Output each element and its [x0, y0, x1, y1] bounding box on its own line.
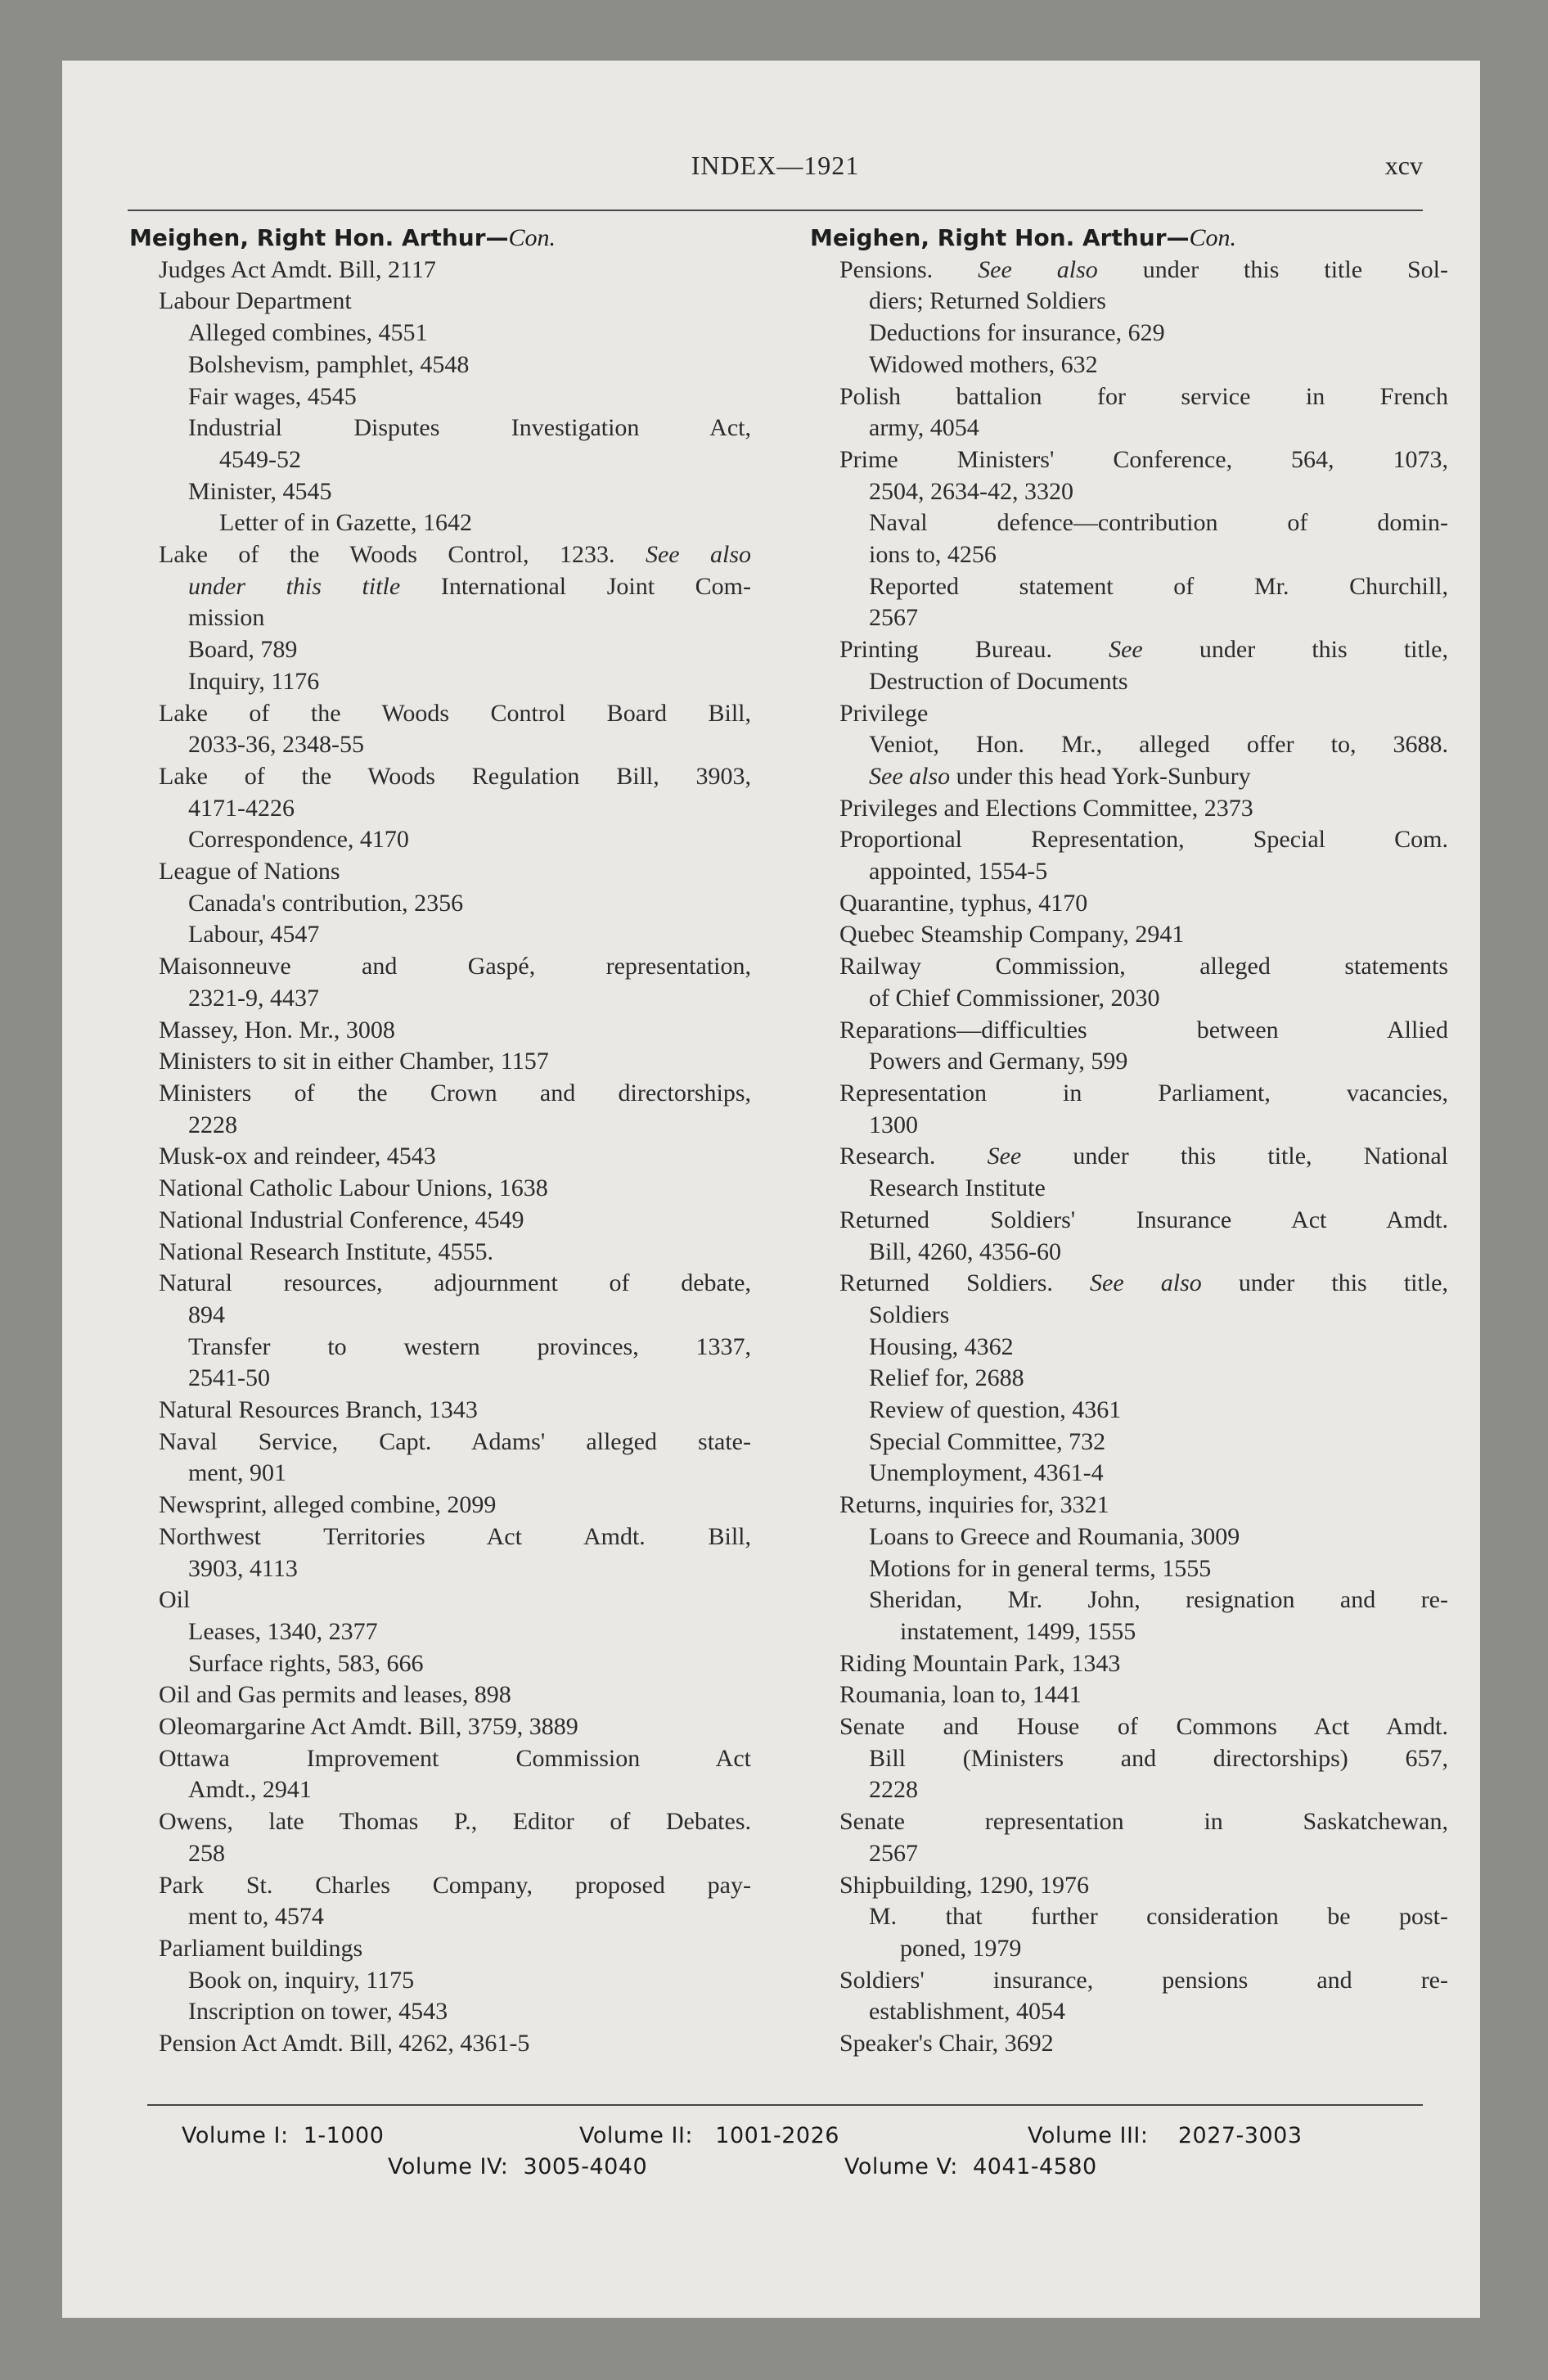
- index-entry-line: [810, 286, 1448, 318]
- entry-text: Ministers of the Crown and directorships,: [159, 1079, 751, 1107]
- entry-text: 2321-9, 4437: [188, 984, 319, 1012]
- entry-text: mission: [188, 604, 265, 632]
- entry-text: Powers and Germany, 599: [869, 1048, 1128, 1075]
- index-entry-line: [810, 1458, 1448, 1490]
- entry-text: Canada's contribution, 2356: [188, 889, 464, 917]
- volume-4-ref: [388, 2154, 647, 2179]
- entry-text: Proportional Representation, Special Com.: [839, 826, 1448, 854]
- index-entry-line: [810, 761, 1448, 793]
- entry-text: Printing Bureau.: [839, 636, 1109, 664]
- entry-text: Privilege: [839, 699, 929, 727]
- entry-text: Newsprint, alleged combine, 2099: [159, 1491, 497, 1519]
- index-entry-line: [810, 856, 1448, 888]
- entry-cross-reference: See also: [645, 541, 752, 569]
- entry-cross-reference: Con.: [1189, 224, 1237, 251]
- index-entry-line: [810, 729, 1448, 761]
- index-entry-line: [810, 1933, 1448, 1965]
- entry-text: Naval Service, Capt. Adams' alleged state-: [159, 1427, 751, 1455]
- index-entry-line: [129, 1046, 751, 1078]
- entry-text: Massey, Hon. Mr., 3008: [159, 1016, 395, 1044]
- entry-text: Ministers to sit in either Chamber, 1157: [159, 1048, 549, 1075]
- entry-text: Parliament buildings: [159, 1934, 363, 1962]
- index-entry-line: [810, 2028, 1448, 2060]
- index-entry-line: [129, 1901, 751, 1933]
- header-rule: [128, 210, 1423, 211]
- entry-text: Returned Soldiers.: [839, 1269, 1091, 1297]
- entry-text: Pensions.: [839, 255, 979, 283]
- entry-text: 1300: [869, 1111, 918, 1138]
- entry-text: Quebec Steamship Company, 2941: [839, 921, 1185, 949]
- index-entry-line: [129, 1395, 751, 1427]
- entry-text: Representation in Parliament, vacancies,: [839, 1079, 1448, 1107]
- entry-text-continued: under this title Sol-: [1097, 255, 1449, 283]
- page-header: [128, 151, 1423, 183]
- entry-text: Judges Act Amdt. Bill, 2117: [159, 255, 436, 283]
- index-entry-line: [810, 507, 1448, 539]
- entry-text: Relief for, 2688: [869, 1364, 1024, 1392]
- index-entry-line: [129, 571, 751, 603]
- index-entry-line: [129, 1078, 751, 1110]
- index-entry-line: [810, 1332, 1448, 1364]
- index-entry-line: [129, 1743, 751, 1775]
- index-entry-line: [129, 1933, 751, 1965]
- index-entry-line: [810, 1870, 1448, 1902]
- index-entry-line: [129, 1141, 751, 1173]
- index-entry-line: [810, 698, 1448, 730]
- entry-text: Review of question, 4361: [869, 1396, 1122, 1424]
- volume-1-ref: [182, 2123, 384, 2148]
- index-entry-line: [810, 1838, 1448, 1870]
- index-entry-line: [129, 793, 751, 825]
- entry-text: National Research Institute, 4555.: [159, 1237, 494, 1265]
- entry-text: Senate representation in Saskatchewan,: [839, 1808, 1448, 1836]
- index-entry-line: [810, 349, 1448, 381]
- column-heading: [810, 223, 1448, 255]
- entry-text: Housing, 4362: [869, 1332, 1014, 1360]
- entry-text: Privileges and Elections Committee, 2373: [839, 794, 1253, 822]
- index-entry-line: [810, 1553, 1448, 1585]
- volume-4-range: 3005-4040: [523, 2154, 648, 2179]
- index-entry-line: [129, 888, 751, 920]
- index-entry-line: [810, 1237, 1448, 1269]
- index-entry-line: [810, 1648, 1448, 1680]
- entry-text: Soldiers: [869, 1300, 950, 1328]
- index-entry-line: [129, 634, 751, 666]
- index-entry-line: [129, 286, 751, 318]
- index-entry-line: [810, 444, 1448, 476]
- entry-text: instatement, 1499, 1555: [900, 1617, 1136, 1645]
- index-entry-line: [129, 1838, 751, 1870]
- index-entry-line: [810, 1300, 1448, 1332]
- entry-text: Destruction of Documents: [869, 667, 1128, 695]
- entry-text: League of Nations: [159, 858, 340, 886]
- entry-text-continued: under this title,: [1142, 636, 1448, 664]
- index-entry-line: [129, 444, 751, 476]
- volume-3-label: Volume III:: [1028, 2123, 1149, 2148]
- entry-text: Minister, 4545: [188, 477, 332, 505]
- entry-text: Bill (Ministers and directorships) 657,: [869, 1744, 1448, 1772]
- index-entry-line: [129, 1553, 751, 1585]
- entry-text: appointed, 1554-5: [869, 858, 1048, 886]
- index-entry-line: [129, 761, 751, 793]
- entry-text: Returned Soldiers' Insurance Act Amdt.: [839, 1206, 1448, 1233]
- entry-text: Reparations—difficulties between Allied: [839, 1016, 1448, 1044]
- index-entry-line: [129, 919, 751, 951]
- index-entry-line: [810, 381, 1448, 413]
- entry-text: National Industrial Conference, 4549: [159, 1206, 524, 1233]
- index-entry-line: [810, 1205, 1448, 1237]
- entry-text: Lake of the Woods Regulation Bill, 3903,: [159, 762, 751, 790]
- entry-text: Shipbuilding, 1290, 1976: [839, 1871, 1090, 1899]
- entry-text: Bill, 4260, 4356-60: [869, 1237, 1062, 1265]
- entry-text: 258: [188, 1839, 225, 1867]
- index-entry-line: [810, 793, 1448, 825]
- index-entry-line: [129, 1870, 751, 1902]
- entry-text: 2567: [869, 604, 918, 632]
- entry-text: Book on, inquiry, 1175: [188, 1966, 415, 1994]
- entry-text: Natural Resources Branch, 1343: [159, 1396, 478, 1424]
- index-entry-line: [129, 1648, 751, 1680]
- entry-text: 2228: [869, 1776, 918, 1804]
- volume-2-ref: [579, 2123, 839, 2148]
- index-entry-line: [810, 1173, 1448, 1205]
- entry-cross-reference: See also: [1090, 1269, 1202, 1297]
- entry-text: Meighen, Right Hon. Arthur—: [129, 224, 509, 251]
- index-entry-line: [129, 255, 751, 286]
- index-entry-line: [129, 1996, 751, 2028]
- entry-text: Lake of the Woods Control, 1233.: [159, 541, 646, 569]
- volume-3-range: 2027-3003: [1177, 2123, 1303, 2148]
- index-entry-line: [129, 381, 751, 413]
- entry-text: ment, 901: [188, 1459, 286, 1487]
- entry-cross-reference: under this title: [188, 572, 401, 600]
- index-entry-line: [129, 729, 751, 761]
- volume-5-ref: [844, 2154, 1097, 2179]
- index-entry-line: [129, 1616, 751, 1648]
- index-entry-line: [129, 856, 751, 888]
- index-entry-line: [810, 1490, 1448, 1521]
- index-entry-line: [129, 318, 751, 349]
- entry-text: Board, 789: [188, 636, 298, 664]
- entry-text-continued: under this title, National: [1021, 1143, 1449, 1170]
- entry-text: 2567: [869, 1839, 918, 1867]
- index-entry-line: [810, 571, 1448, 603]
- entry-text: 2033-36, 2348-55: [188, 731, 364, 759]
- index-entry-line: [810, 1679, 1448, 1711]
- entry-text: 4549-52: [219, 445, 301, 473]
- index-entry-line: [129, 1806, 751, 1838]
- entry-text: Loans to Greece and Roumania, 3009: [869, 1522, 1240, 1550]
- entry-text: International Joint Com-: [400, 572, 751, 600]
- index-entry-line: [810, 476, 1448, 508]
- entry-text: Prime Ministers' Conference, 564, 1073,: [839, 445, 1448, 473]
- index-entry-line: [129, 2028, 751, 2060]
- volume-4-label: Volume IV:: [388, 2154, 509, 2179]
- entry-text: Amdt., 2941: [188, 1776, 312, 1804]
- index-entry-line: [810, 255, 1448, 286]
- entry-text: 4171-4226: [188, 794, 295, 822]
- entry-text: Motions for in general terms, 1555: [869, 1554, 1212, 1582]
- index-entry-line: [129, 1110, 751, 1142]
- entry-text: Oil: [159, 1586, 191, 1614]
- entry-cross-reference: See: [1109, 636, 1143, 664]
- entry-text: Inscription on tower, 4543: [188, 1998, 448, 2026]
- entry-text: under this head York-Sunbury: [950, 762, 1251, 790]
- entry-text: Riding Mountain Park, 1343: [839, 1649, 1121, 1677]
- entry-text: ions to, 4256: [869, 541, 997, 569]
- index-entry-line: [810, 1015, 1448, 1047]
- entry-text: Letter of in Gazette, 1642: [219, 509, 473, 537]
- entry-text: Research.: [839, 1143, 988, 1170]
- index-entry-line: [810, 634, 1448, 666]
- entry-text: 2541-50: [188, 1364, 270, 1392]
- index-entry-line: [810, 951, 1448, 983]
- entry-text: diers; Returned Soldiers: [869, 287, 1106, 315]
- index-entry-line: [129, 1237, 751, 1269]
- entry-text: Railway Commission, alleged statements: [839, 953, 1448, 980]
- entry-text: of Chief Commissioner, 2030: [869, 984, 1160, 1012]
- index-entry-line: [810, 888, 1448, 920]
- entry-text: Oleomargarine Act Amdt. Bill, 3759, 3889: [159, 1713, 578, 1741]
- entry-text: Research Institute: [869, 1174, 1046, 1202]
- index-entry-line: [129, 1363, 751, 1395]
- index-entry-line: [810, 1743, 1448, 1775]
- entry-text: army, 4054: [869, 414, 979, 442]
- volume-5-range: 4041-4580: [973, 2154, 1097, 2179]
- index-entry-line: [810, 318, 1448, 349]
- index-entry-line: [810, 1363, 1448, 1395]
- index-entry-line: [810, 1427, 1448, 1458]
- entry-text: Lake of the Woods Control Board Bill,: [159, 699, 751, 727]
- index-entry-line: [129, 951, 751, 983]
- index-page: [62, 61, 1480, 2318]
- index-entry-line: [129, 1458, 751, 1490]
- index-entry-line: [129, 1774, 751, 1806]
- entry-text: National Catholic Labour Unions, 1638: [159, 1174, 548, 1202]
- entry-text: M. that further consideration be post-: [869, 1903, 1448, 1931]
- index-entry-line: [810, 1395, 1448, 1427]
- entry-text: Soldiers' insurance, pensions and re-: [839, 1966, 1448, 1994]
- index-entry-line: [129, 1711, 751, 1743]
- entry-text: Labour Department: [159, 287, 352, 315]
- volume-5-label: Volume V:: [844, 2154, 958, 2179]
- entry-text: 3903, 4113: [188, 1554, 298, 1582]
- entry-text: Sheridan, Mr. John, resignation and re-: [869, 1586, 1448, 1614]
- footer-rule: [147, 2104, 1423, 2106]
- index-entry-line: [129, 1521, 751, 1553]
- volume-3-ref: [1028, 2123, 1303, 2148]
- index-entry-line: [810, 1268, 1448, 1300]
- entry-text: Surface rights, 583, 666: [188, 1649, 424, 1677]
- entry-text: Northwest Territories Act Amdt. Bill,: [159, 1522, 751, 1550]
- column-heading: [129, 223, 751, 255]
- index-entry-line: [810, 1806, 1448, 1838]
- index-entry-line: [810, 919, 1448, 951]
- index-entry-line: [810, 1078, 1448, 1110]
- index-entry-line: [129, 824, 751, 856]
- entry-text: Fair wages, 4545: [188, 382, 357, 410]
- index-entry-line: [810, 1141, 1448, 1173]
- index-entry-line: [129, 698, 751, 730]
- volume-2-range: 1001-2026: [715, 2123, 839, 2148]
- index-entry-line: [810, 1110, 1448, 1142]
- right-index-column: [810, 223, 1448, 2060]
- volume-2-label: Volume II:: [579, 2123, 694, 2148]
- index-entry-line: [810, 412, 1448, 444]
- page-number: xcv: [1384, 151, 1423, 180]
- entry-text: Unemployment, 4361-4: [869, 1459, 1104, 1487]
- entry-text: Veniot, Hon. Mr., alleged offer to, 3688.: [869, 731, 1448, 759]
- index-entry-line: [129, 1584, 751, 1616]
- index-entry-line: [129, 1268, 751, 1300]
- index-entry-line: [810, 1521, 1448, 1553]
- index-entry-line: [810, 602, 1448, 634]
- entry-text: 2228: [188, 1111, 237, 1138]
- entry-text: Pension Act Amdt. Bill, 4262, 4361-5: [159, 2030, 530, 2058]
- entry-text: Correspondence, 4170: [188, 826, 409, 854]
- entry-text: establishment, 4054: [869, 1998, 1065, 2026]
- index-entry-line: [810, 1046, 1448, 1078]
- entry-text: 894: [188, 1300, 225, 1328]
- index-entry-line: [129, 1300, 751, 1332]
- entry-text: Returns, inquiries for, 3321: [839, 1491, 1109, 1519]
- entry-text: Ottawa Improvement Commission Act: [159, 1744, 751, 1772]
- index-entry-line: [810, 824, 1448, 856]
- entry-cross-reference: See also: [978, 255, 1098, 283]
- index-entry-line: [810, 1996, 1448, 2028]
- entry-text: Oil and Gas permits and leases, 898: [159, 1681, 511, 1709]
- index-entry-line: [129, 476, 751, 508]
- index-entry-line: [129, 602, 751, 634]
- index-entry-line: [810, 1616, 1448, 1648]
- entry-text: Maisonneuve and Gaspé, representation,: [159, 953, 751, 980]
- entry-text: Meighen, Right Hon. Arthur—: [810, 224, 1190, 251]
- entry-cross-reference: See: [987, 1143, 1022, 1170]
- index-entry-line: [129, 507, 751, 539]
- index-entry-line: [810, 1774, 1448, 1806]
- index-entry-line: [810, 1711, 1448, 1743]
- entry-text: Leases, 1340, 2377: [188, 1617, 378, 1645]
- entry-text: Senate and House of Commons Act Amdt.: [839, 1713, 1448, 1741]
- entry-text: Polish battalion for service in French: [839, 382, 1448, 410]
- index-entry-line: [129, 666, 751, 698]
- entry-text: Speaker's Chair, 3692: [839, 2030, 1054, 2058]
- index-entry-line: [129, 412, 751, 444]
- index-entry-line: [129, 1332, 751, 1364]
- entry-text: Inquiry, 1176: [188, 667, 320, 695]
- entry-text: ment to, 4574: [188, 1903, 324, 1931]
- entry-text: Musk-ox and reindeer, 4543: [159, 1143, 436, 1170]
- index-entry-line: [129, 1427, 751, 1458]
- entry-text: Reported statement of Mr. Churchill,: [869, 572, 1448, 600]
- entry-text: Natural resources, adjournment of debate,: [159, 1269, 751, 1297]
- entry-text: Bolshevism, pamphlet, 4548: [188, 350, 470, 378]
- left-index-column: [129, 223, 751, 2060]
- index-entry-line: [129, 1015, 751, 1047]
- entry-cross-reference: Con.: [508, 224, 556, 251]
- index-entry-line: [129, 1205, 751, 1237]
- index-entry-line: [810, 666, 1448, 698]
- index-entry-line: [810, 539, 1448, 571]
- index-entry-line: [129, 349, 751, 381]
- index-entry-line: [129, 1490, 751, 1521]
- entry-text: Transfer to western provinces, 1337,: [188, 1332, 751, 1360]
- index-entry-line: [810, 983, 1448, 1015]
- index-entry-line: [129, 539, 751, 571]
- entry-text: Owens, late Thomas P., Editor of Debates.: [159, 1808, 751, 1836]
- index-entry-line: [129, 1173, 751, 1205]
- entry-text: Labour, 4547: [188, 921, 320, 949]
- entry-text: Industrial Disputes Investigation Act,: [188, 414, 751, 442]
- index-entry-line: [129, 1965, 751, 1997]
- entry-cross-reference: See also: [869, 762, 951, 790]
- entry-text: Park St. Charles Company, proposed pay-: [159, 1871, 751, 1899]
- index-entry-line: [810, 1901, 1448, 1933]
- running-title: INDEX—1921: [691, 151, 860, 180]
- entry-text: Roumania, loan to, 1441: [839, 1681, 1082, 1709]
- entry-text: Alleged combines, 4551: [188, 319, 428, 347]
- index-entry-line: [129, 983, 751, 1015]
- volume-1-label: Volume I:: [182, 2123, 289, 2148]
- entry-text: Naval defence—contribution of domin-: [869, 509, 1448, 537]
- entry-text: 2504, 2634-42, 3320: [869, 477, 1073, 505]
- volume-1-range: 1-1000: [303, 2123, 385, 2148]
- index-entry-line: [129, 1679, 751, 1711]
- entry-text: Special Committee, 732: [869, 1427, 1106, 1455]
- entry-text: Deductions for insurance, 629: [869, 319, 1165, 347]
- entry-text: Quarantine, typhus, 4170: [839, 889, 1088, 917]
- index-entry-line: [810, 1965, 1448, 1997]
- entry-text: poned, 1979: [900, 1934, 1022, 1962]
- index-entry-line: [810, 1584, 1448, 1616]
- entry-text-continued: under this title,: [1201, 1269, 1448, 1297]
- entry-text: Widowed mothers, 632: [869, 350, 1098, 378]
